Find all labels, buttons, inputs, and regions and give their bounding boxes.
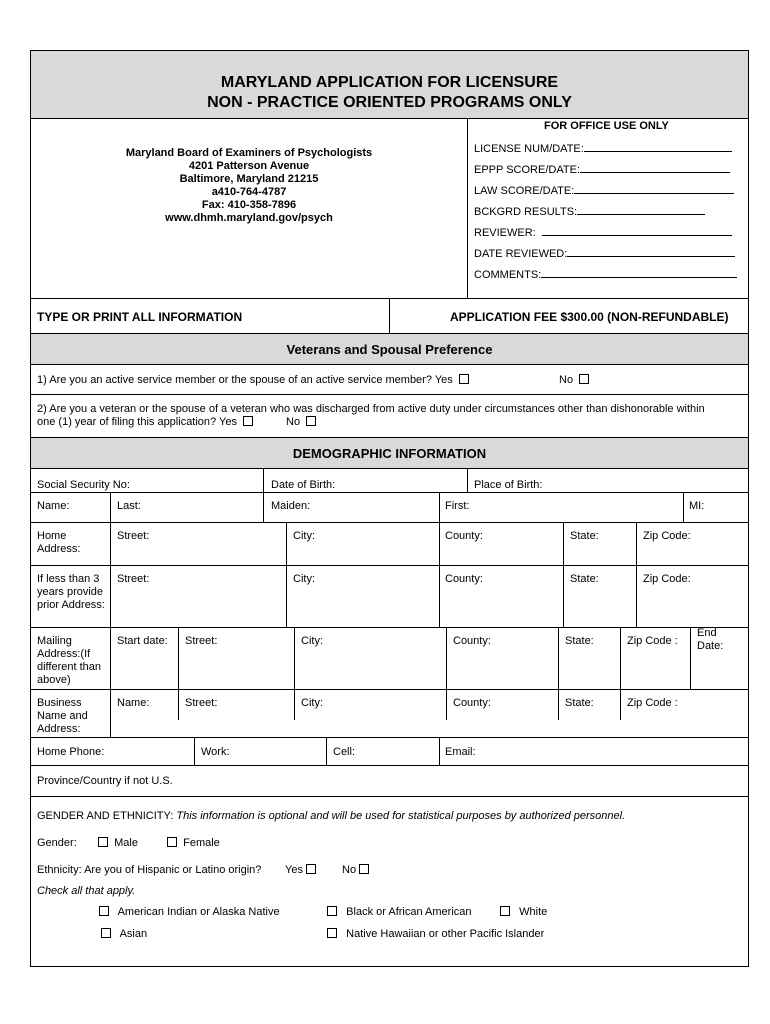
q2-no-checkbox[interactable] xyxy=(306,416,316,426)
q1-yes-checkbox[interactable] xyxy=(459,374,469,384)
home-street-field[interactable]: Street: xyxy=(117,530,150,542)
business-address-label: Business Name and Address: xyxy=(37,697,88,735)
american-indian-checkbox[interactable] xyxy=(99,906,109,916)
mailing-street-field[interactable]: Street: xyxy=(185,635,218,647)
business-zip-field[interactable]: Zip Code : xyxy=(627,697,678,709)
form-title-line1: MARYLAND APPLICATION FOR LICENSURE xyxy=(220,74,559,91)
office-comments-field[interactable]: COMMENTS: xyxy=(474,267,737,282)
gender-ethnicity-intro: GENDER AND ETHNICITY: This information is optional and will be used for statistical purposes by authorized personnel. xyxy=(37,810,626,822)
gender-female-option[interactable]: Female xyxy=(167,837,220,850)
asian-checkbox[interactable] xyxy=(101,928,111,938)
board-city: Baltimore, Maryland 21215 xyxy=(179,173,319,185)
ssn-field[interactable]: Social Security No: xyxy=(37,479,130,491)
prior-state-field[interactable]: State: xyxy=(570,573,599,585)
maiden-name-field[interactable]: Maiden: xyxy=(271,500,311,512)
email-field[interactable]: Email: xyxy=(445,746,476,758)
female-checkbox[interactable] xyxy=(167,837,177,847)
home-county-field[interactable]: County: xyxy=(445,530,483,542)
office-eppp-field[interactable]: EPPP SCORE/DATE: xyxy=(474,162,730,177)
cell-phone-field[interactable]: Cell: xyxy=(333,746,356,758)
board-fax: Fax: 410-358-7896 xyxy=(201,199,297,211)
home-address-label: Home Address: xyxy=(37,530,81,555)
work-phone-field[interactable]: Work: xyxy=(201,746,230,758)
prior-zip-field[interactable]: Zip Code: xyxy=(643,573,691,585)
mailing-state-field[interactable]: State: xyxy=(565,635,594,647)
application-fee: APPLICATION FEE $300.00 (NON-REFUNDABLE) xyxy=(450,310,729,324)
race-white-option[interactable]: White xyxy=(500,906,547,919)
prior-county-field[interactable]: County: xyxy=(445,573,483,585)
hispanic-no-checkbox[interactable] xyxy=(359,864,369,874)
type-print-instruction: TYPE OR PRINT ALL INFORMATION xyxy=(37,310,243,324)
province-country-field[interactable]: Province/Country if not U.S. xyxy=(37,775,173,787)
prior-city-field[interactable]: City: xyxy=(293,573,315,585)
business-county-field[interactable]: County: xyxy=(453,697,491,709)
board-street: 4201 Patterson Avenue xyxy=(188,160,310,172)
mi-field[interactable]: MI: xyxy=(689,500,705,512)
board-address xyxy=(31,147,467,225)
dob-field[interactable]: Date of Birth: xyxy=(271,479,336,491)
veterans-q1-no: No xyxy=(559,374,589,387)
mailing-end-date-field[interactable]: End Date: xyxy=(697,627,724,652)
veterans-q2-line2: one (1) year of filing this application? Yes No xyxy=(37,416,316,429)
prior-street-field[interactable]: Street: xyxy=(117,573,150,585)
business-state-field[interactable]: State: xyxy=(565,697,594,709)
board-name: Maryland Board of Examiners of Psychologists xyxy=(125,147,373,159)
demographic-heading: DEMOGRAPHIC INFORMATION xyxy=(292,446,487,461)
mailing-start-date-field[interactable]: Start date: xyxy=(117,635,168,647)
gender-label: Gender: xyxy=(37,837,77,849)
form-title-line2: NON - PRACTICE ORIENTED PROGRAMS ONLY xyxy=(207,94,572,111)
office-date-reviewed-field[interactable]: DATE REVIEWED: xyxy=(474,246,735,261)
mailing-county-field[interactable]: County: xyxy=(453,635,491,647)
race-hawaiian-option[interactable]: Native Hawaiian or other Pacific Islander xyxy=(327,928,544,941)
mailing-city-field[interactable]: City: xyxy=(301,635,323,647)
business-name-field[interactable]: Name: xyxy=(117,697,150,709)
home-city-field[interactable]: City: xyxy=(293,530,315,542)
home-state-field[interactable]: State: xyxy=(570,530,599,542)
gender-male-option[interactable]: Male xyxy=(98,837,138,850)
veterans-q1: 1) Are you an active service member or the spouse of an active service member? Yes xyxy=(37,374,469,387)
last-name-field[interactable]: Last: xyxy=(117,500,141,512)
name-label: Name: xyxy=(37,500,70,512)
veterans-q2-line1: 2) Are you a veteran or the spouse of a veteran who was discharged from active duty under circumstances other than dishonorable within xyxy=(37,403,705,415)
race-asian-option[interactable]: Asian xyxy=(101,928,147,941)
home-phone-field[interactable]: Home Phone: xyxy=(37,746,105,758)
business-city-field[interactable]: City: xyxy=(301,697,323,709)
pob-field[interactable]: Place of Birth: xyxy=(474,479,543,491)
office-license-field[interactable]: LICENSE NUM/DATE: xyxy=(474,141,732,156)
black-checkbox[interactable] xyxy=(327,906,337,916)
mailing-address-label: Mailing Address:(If different than above) xyxy=(37,635,102,686)
q1-no-checkbox[interactable] xyxy=(579,374,589,384)
first-name-field[interactable]: First: xyxy=(445,500,470,512)
check-all-note: Check all that apply. xyxy=(37,885,136,897)
home-zip-field[interactable]: Zip Code: xyxy=(643,530,691,542)
prior-address-label: If less than 3 years provide prior Address: xyxy=(37,573,105,611)
office-law-field[interactable]: LAW SCORE/DATE: xyxy=(474,183,734,198)
office-bckgrd-field[interactable]: BCKGRD RESULTS: xyxy=(474,204,705,219)
board-website: www.dhmh.maryland.gov/psych xyxy=(165,212,333,224)
ethnicity-no-option[interactable]: No xyxy=(342,864,369,877)
ethnicity-question: Ethnicity: Are you of Hispanic or Latino origin? xyxy=(37,864,262,876)
hispanic-yes-checkbox[interactable] xyxy=(306,864,316,874)
white-checkbox[interactable] xyxy=(500,906,510,916)
mailing-zip-field[interactable]: Zip Code : xyxy=(627,635,678,647)
q2-yes-checkbox[interactable] xyxy=(243,416,253,426)
application-form xyxy=(30,50,749,967)
hawaiian-checkbox[interactable] xyxy=(327,928,337,938)
business-street-field[interactable]: Street: xyxy=(185,697,218,709)
race-black-option[interactable]: Black or African American xyxy=(327,906,472,919)
ethnicity-yes-option[interactable]: Yes xyxy=(285,864,316,877)
office-use-heading: FOR OFFICE USE ONLY xyxy=(544,120,669,132)
race-american-indian-option[interactable]: American Indian or Alaska Native xyxy=(99,906,280,919)
office-reviewer-field[interactable]: REVIEWER: xyxy=(474,225,732,240)
veterans-heading: Veterans and Spousal Preference xyxy=(286,342,493,357)
board-phone: a410-764-4787 xyxy=(211,186,287,198)
male-checkbox[interactable] xyxy=(98,837,108,847)
